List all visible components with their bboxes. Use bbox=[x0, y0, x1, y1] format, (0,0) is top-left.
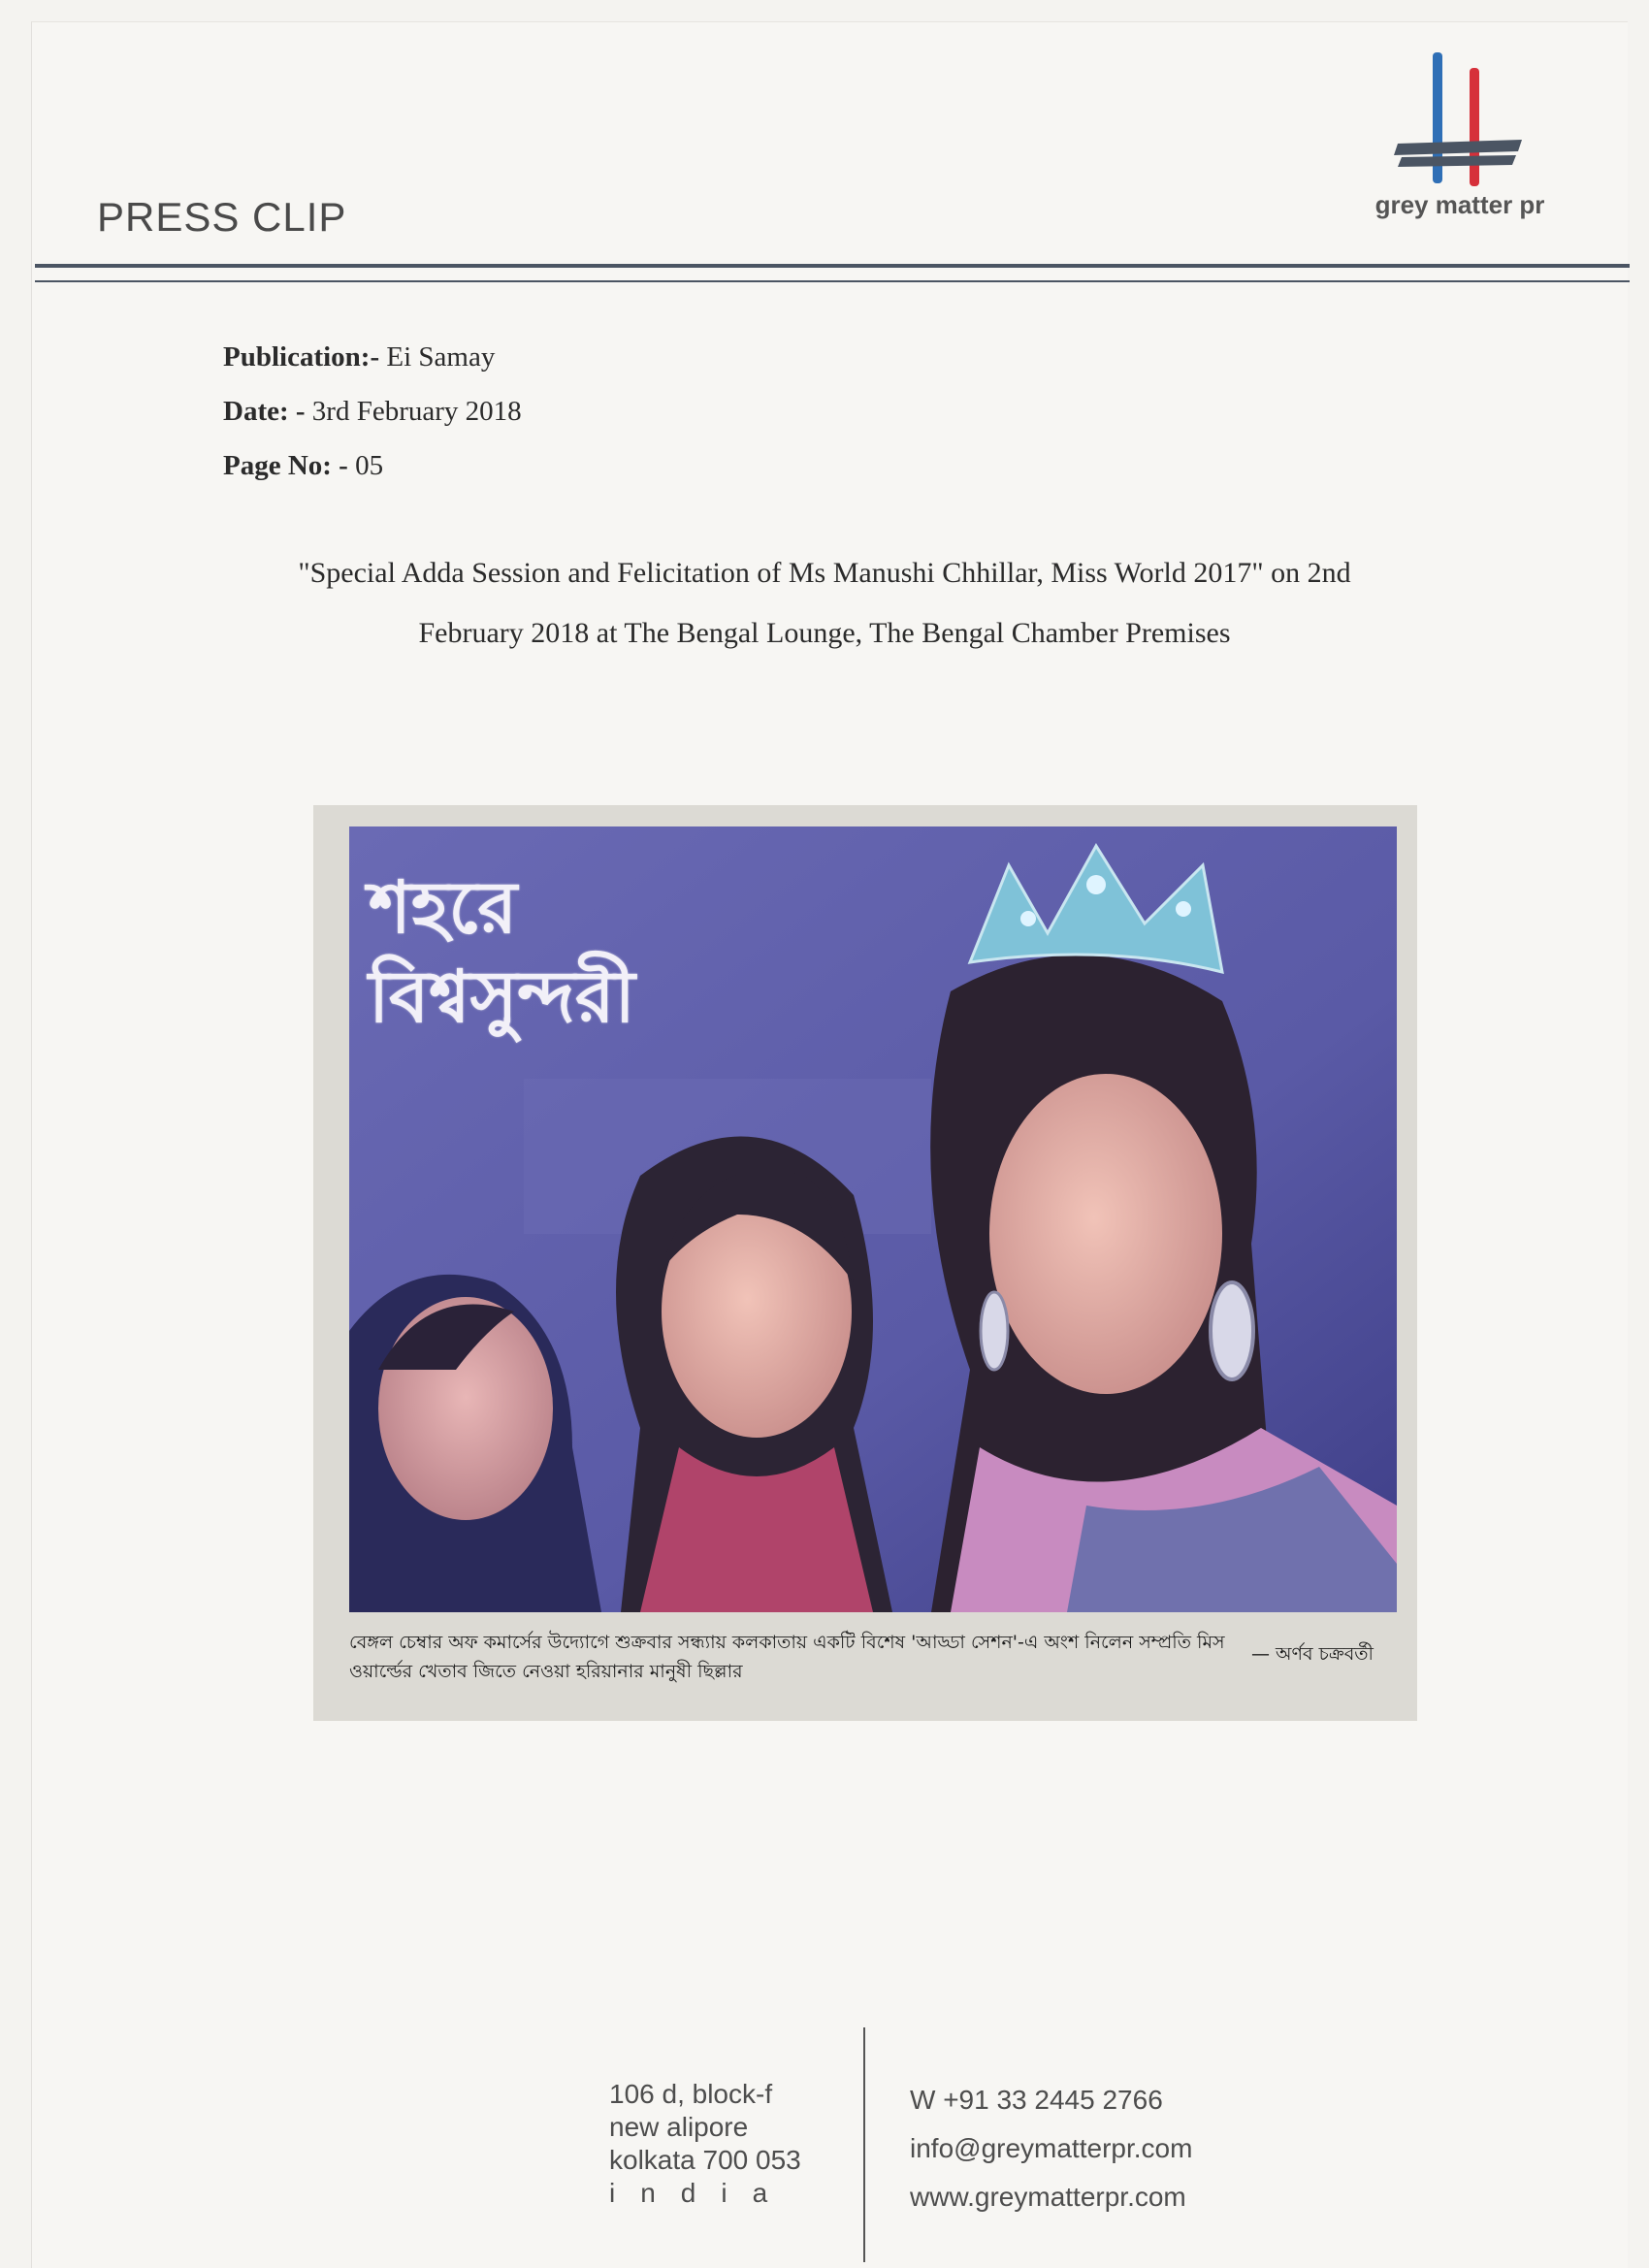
caption-line-1: বেঙ্গল চেম্বার অফ কমার্সের উদ্যোগে শুক্রবার সন্ধ্যায় কলকাতায় একটি বিশেষ 'আড্ডা সেশন'-এ অংশ নিলেন সম্প্রতি মিস bbox=[349, 1632, 1225, 1653]
page-title: PRESS CLIP bbox=[97, 194, 347, 240]
company-logo bbox=[1363, 50, 1557, 225]
page-number-value: 05 bbox=[355, 450, 384, 481]
photo-credit: — অর্ণব চক্রবর্তী bbox=[1250, 1643, 1374, 1665]
clipping-headline-line-2: বিশ্বসুন্দরী bbox=[369, 956, 635, 1039]
photo-caption bbox=[349, 1628, 1397, 1686]
news-photo bbox=[349, 826, 1397, 1612]
header-rule-bottom bbox=[35, 280, 1630, 282]
address-line-2: new alipore bbox=[609, 2112, 749, 2142]
footer-address bbox=[609, 2078, 813, 2210]
publication-value: Ei Samay bbox=[386, 341, 496, 373]
address-line-1: 106 d, block-f bbox=[609, 2079, 773, 2109]
logo-mark-icon bbox=[1392, 50, 1528, 191]
date-value: 3rd February 2018 bbox=[311, 396, 522, 427]
headline-line-1: "Special Adda Session and Felicitation of Ms Manushi Chhillar, Miss World 2017" on 2nd bbox=[298, 557, 1351, 589]
footer-contact bbox=[910, 2076, 1192, 2221]
clipping-headline-line-1: শহরে bbox=[369, 866, 518, 950]
logo-text: grey matter pr bbox=[1374, 190, 1545, 219]
page-number-line bbox=[223, 450, 383, 482]
date-line bbox=[223, 396, 522, 428]
header-rule-top bbox=[35, 264, 1630, 268]
event-headline bbox=[194, 543, 1455, 664]
footer-divider bbox=[863, 2027, 865, 2262]
headline-line-2: February 2018 at The Bengal Lounge, The Bengal Chamber Premises bbox=[418, 617, 1231, 649]
newspaper-clipping bbox=[313, 805, 1417, 1721]
page-number-label: Page No: - bbox=[223, 450, 348, 481]
publication-label: Publication:- bbox=[223, 341, 380, 373]
publication-line bbox=[223, 341, 495, 373]
clipping-headline bbox=[369, 863, 795, 1042]
footer-website-link[interactable]: www.greymatterpr.com bbox=[910, 2182, 1186, 2212]
caption-line-2: ওয়ার্ল্ডের খেতাব জিতে নেওয়া হরিয়ানার মানুষী ছিল্লার bbox=[349, 1661, 743, 1682]
footer-phone: W +91 33 2445 2766 bbox=[910, 2085, 1163, 2115]
address-line-4: india bbox=[609, 2178, 793, 2208]
address-line-3: kolkata 700 053 bbox=[609, 2145, 801, 2175]
footer-email-link[interactable]: info@greymatterpr.com bbox=[910, 2133, 1193, 2163]
date-label: Date: - bbox=[223, 396, 306, 427]
